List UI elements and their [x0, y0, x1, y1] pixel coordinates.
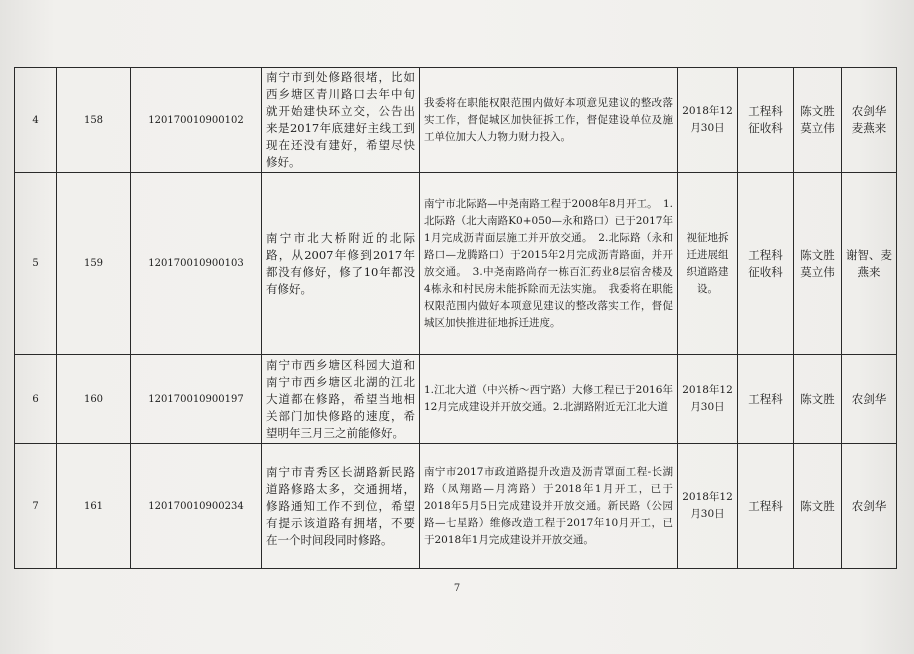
code-cell: 120170010900103 — [131, 173, 262, 355]
leader-cell — [794, 68, 842, 173]
department-cell — [738, 355, 794, 444]
response-cell — [420, 68, 678, 173]
handler-cell-line: 麦燕来 — [851, 121, 887, 135]
handler-cell — [842, 68, 897, 173]
leader-cell-line: 陈文胜 — [800, 498, 835, 513]
handler-cell-line: 谢智、麦 — [846, 247, 892, 262]
department-cell-line: 征收科 — [748, 264, 783, 279]
deadline-cell-line: 设。 — [697, 282, 718, 295]
sequence-cell: 158 — [57, 68, 131, 173]
deadline-cell — [678, 68, 738, 173]
deadline-cell-line: 2018年12 — [682, 491, 733, 503]
leader-cell-line: 陈文胜 — [800, 391, 835, 406]
response-cell-line: 南宁市2017市政道路提升改造及沥青罩面工程-长湖路（凤翔路—月湾路）于2018年1月开工，已于2018年5月5日完成建设并开放交通。新民路（公园路—七星路）维修改造工程于2017年10月开工，已于2018年1月完成建设并开放交通。 — [424, 465, 673, 546]
deadline-cell-line: 2018年12 — [682, 384, 733, 396]
complaint-cell: 南宁市西乡塘区科园大道和南宁市西乡塘区北湖的江北大道都在修路，希望当地相关部门加快修路的速度，希望明年三月三之前能修好。 — [262, 355, 420, 444]
handler-cell — [842, 444, 897, 569]
handler-cell — [842, 173, 897, 355]
row-index-cell: 5 — [15, 173, 57, 355]
opinions-table — [14, 67, 897, 569]
code-cell: 120170010900197 — [131, 355, 262, 444]
response-cell-line: 南宁市北际路—中尧南路工程于2008年8月开工。 1.北际路（北大南路K0+050—永和路口）已于2017年1月完成沥青面层施工并开放交通。 2.北际路（永和路口—龙腾路口）于2015年2月完成沥青路面，并开放交通。 3.中尧南路尚存一栋百汇药业8层宿舍楼及4栋永和村民房未能拆除而无法实施。 我委将在职能权限范围内做好本项意见建议的整改落实工作，督促城区加快推进征地拆迁进度。 — [424, 197, 673, 329]
complaint-cell: 南宁市北大桥附近的北际路，从2007年修到2017年都没有修好，修了10年都没有修好。 — [262, 173, 420, 355]
row-index-cell: 4 — [15, 68, 57, 173]
leader-cell-line: 莫立伟 — [800, 264, 835, 279]
table-body — [15, 68, 897, 569]
handler-cell — [842, 355, 897, 444]
department-cell — [738, 444, 794, 569]
response-cell-line: 我委将在职能权限范围内做好本项意见建议的整改落实工作，督促城区加快征拆工作，督促建设单位及施工单位加大人力物力财力投入。 — [424, 96, 673, 143]
sequence-cell: 160 — [57, 355, 131, 444]
department-cell — [738, 68, 794, 173]
deadline-cell — [678, 444, 738, 569]
code-cell: 120170010900234 — [131, 444, 262, 569]
deadline-cell-line: 月30日 — [690, 508, 725, 520]
handler-cell-line: 农剑华 — [851, 391, 887, 406]
leader-cell-line: 陈文胜 — [800, 104, 835, 118]
department-cell-line: 工程科 — [748, 498, 783, 513]
department-cell — [738, 173, 794, 355]
table-row — [15, 444, 897, 569]
deadline-cell-line: 迁进展组 — [686, 248, 729, 261]
row-index-cell: 7 — [15, 444, 57, 569]
table-row — [15, 68, 897, 173]
department-cell-line: 工程科 — [748, 391, 783, 406]
department-cell-line: 工程科 — [748, 104, 783, 118]
handler-cell-line: 农剑华 — [851, 104, 887, 118]
leader-cell-line: 莫立伟 — [800, 121, 835, 135]
row-index-cell: 6 — [15, 355, 57, 444]
response-cell — [420, 173, 678, 355]
page-number: 7 — [453, 583, 461, 594]
department-cell-line: 征收科 — [748, 121, 783, 135]
sequence-cell: 159 — [57, 173, 131, 355]
response-cell — [420, 444, 678, 569]
complaint-cell: 南宁市青秀区长湖路新民路道路修路太多，交通拥堵，修路通知工作不到位，希望有提示该道路有拥堵，不要在一个时间段同时修路。 — [262, 444, 420, 569]
handler-cell-line: 燕来 — [857, 264, 881, 279]
leader-cell — [794, 444, 842, 569]
table-row — [15, 355, 897, 444]
deadline-cell-line: 2018年12 — [682, 105, 733, 117]
deadline-cell-line: 视征地拆 — [686, 231, 729, 244]
deadline-cell-line: 月30日 — [690, 401, 725, 413]
deadline-cell-line: 织道路建 — [686, 265, 729, 278]
complaint-cell: 南宁市到处修路很堵，比如西乡塘区青川路口去年中旬就开始建快环立交，公告出来是2017年底建好主线工到现在还没有建好，希望尽快修好。 — [262, 68, 420, 173]
leader-cell-line: 陈文胜 — [800, 247, 835, 262]
leader-cell — [794, 173, 842, 355]
handler-cell-line: 农剑华 — [851, 498, 887, 513]
deadline-cell-line: 月30日 — [690, 122, 725, 134]
response-cell — [420, 355, 678, 444]
department-cell-line: 工程科 — [748, 247, 783, 262]
table-row — [15, 173, 897, 355]
leader-cell — [794, 355, 842, 444]
response-cell-line: 1.江北大道（中兴桥～西宁路）大修工程已于2016年12月完成建设并开放交通。2.北湖路附近无江北大道 — [424, 384, 673, 413]
sequence-cell: 161 — [57, 444, 131, 569]
code-cell: 120170010900102 — [131, 68, 262, 173]
deadline-cell — [678, 173, 738, 355]
deadline-cell — [678, 355, 738, 444]
